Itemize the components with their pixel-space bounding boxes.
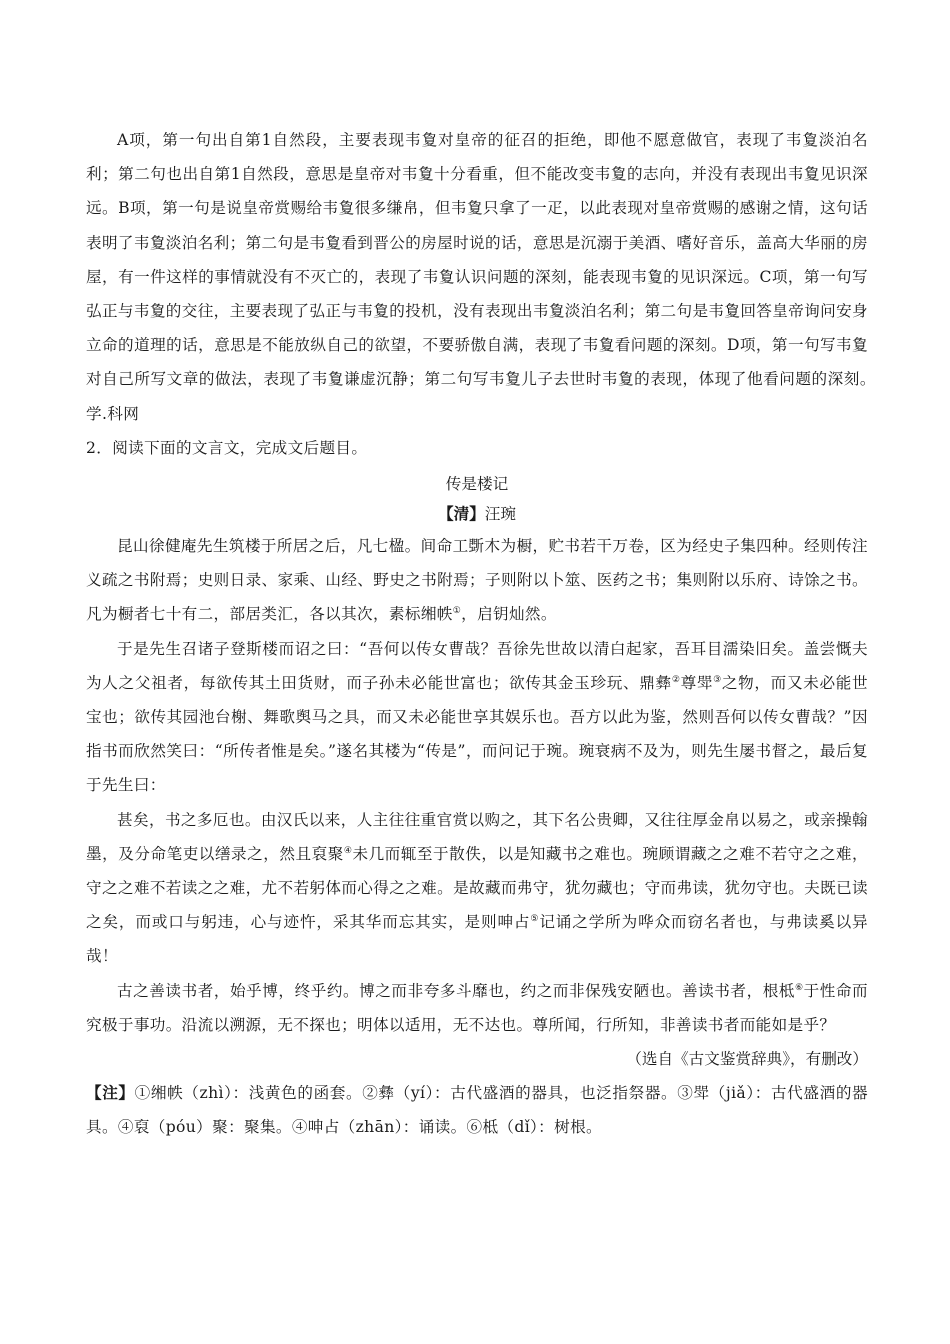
paragraph-text: 记诵之学所为哗众而窃名者也，与弗读奚以异哉！ [86, 913, 868, 966]
article-paragraph-2 [86, 632, 868, 803]
note-mark-1: ① [452, 606, 462, 617]
article-source: （选自《古文鉴赏辞典》，有删改） [626, 1050, 868, 1069]
notes-text: ①缃帙（zhì）：浅黄色的函套。②彝（yí）：古代盛酒的器具，也泛指祭器。③斝（jiǎ）：古代盛酒的器具。④裒（póu）聚：聚集。④呻占（zhān）：诵读。⑥柢（dǐ）：树根。 [86, 1084, 868, 1137]
article-dynasty: 【清】 [438, 504, 485, 524]
note-mark-3: ③ [713, 674, 722, 685]
paragraph-text: 昆山徐健庵先生筑楼于所居之后，凡七楹。间命工斲木为橱，贮书若干万卷，区为经史子集四种。经则传注义疏之书附焉；史则日录、家乘、山经、野史之书附焉；子则附以卜筮、医药之书；集则附以乐府、诗馀之书。凡为橱者七十有二，部居类汇，各以其次，素标缃帙 [86, 537, 868, 624]
article-paragraph-1 [86, 529, 868, 632]
annotation-notes [86, 1076, 868, 1144]
question-heading: 2．阅读下面的文言文，完成文后题目。 [86, 438, 368, 457]
article-paragraph-3 [86, 803, 868, 974]
paragraph-text: 于是先生召诸子登斯楼而诏之曰：“吾何以传女曹哉？吾徐先世故以清白起家，吾耳目濡染旧矣。盖尝慨夫为人之父祖者，每欲传其土田货财，而子孙未必能世富也；欲传其金玉珍玩、鼎彝 [86, 639, 868, 692]
article-paragraph-4 [86, 974, 868, 1042]
note-mark-4: ④ [343, 845, 353, 856]
paragraph-text: 尊斝 [680, 673, 714, 692]
article-byline [86, 499, 868, 529]
article-title: 传是楼记 [445, 475, 509, 494]
document-page [86, 123, 868, 1144]
watermark-text: 学.科网 [86, 404, 140, 423]
note-mark-6: ⑥ [795, 982, 804, 993]
paragraph-text: 之物，而又未必能世宝也；欲传其园池台榭、舞歌舆马之具，而又未必能世享其娱乐也。吾方以此为鉴，然则吾何以传女曹哉？”因指书而欣然笑曰：“所传者惟是矣。”遂名其楼为“传是”，而问记于琬。琬衰病不及为，则先生屡书督之，最后复于先生曰： [86, 673, 868, 795]
note-mark-2: ② [671, 674, 681, 685]
paragraph-text: 古之善读书者，始乎博，终乎约。博之而非夸多斗靡也，约之而非保残安陋也。善读书者，根柢 [117, 981, 795, 1000]
notes-label: 【注】 [86, 1083, 135, 1103]
answer-explanation [86, 123, 868, 431]
article-author: 汪琬 [484, 505, 516, 524]
paragraph-text: ，启钥灿然。 [461, 605, 557, 624]
paragraph-text: 甚矣，书之多厄也。由汉氏以来，人主往往重官赏以购之，其下名公贵卿，又往往厚金帛以易之，或亲操翰墨，及分命笔吏以缮录之，然且裒聚 [86, 810, 868, 863]
note-mark-5: ⑤ [530, 914, 540, 925]
paragraph-text: 于性命而究极于事功。沿流以溯源，无不探也；明体以适用，无不达也。尊所闻，行所知，非善读书者而能如是乎？ [86, 981, 868, 1034]
paragraph-text: 未几而辄至于散佚，以是知藏书之难也。琬顾谓藏之之难不若守之之难，守之之难不若读之之难，尤不若躬体而心得之之难。是故藏而弗守，犹勿藏也；守而弗读，犹勿守也。夫既已读之矣，而或口与躬违，心与迹忤，采其华而忘其实，是则呻占 [86, 844, 868, 932]
answer-explanation-text: A项，第一句出自第1自然段，主要表现韦夐对皇帝的征召的拒绝，即他不愿意做官，表现了韦夐淡泊名利；第二句也出自第1自然段，意思是皇帝对韦夐十分看重，但不能改变韦夐的志向，并没有表现出韦夐见识深远。B项，第一句是说皇帝赏赐给韦夐很多缣帛，但韦夐只拿了一疋，以此表现对皇帝赏赐的感谢之情，这句话表明了韦夐淡泊名利；第二句是韦夐看到晋公的房屋时说的话，意思是沉溺于美酒、嗜好音乐，盖高大华丽的房屋，有一件这样的事情就没有不灭亡的，表现了韦夐认识问题的深刻，能表现韦夐的见识深远。C项，第一句写弘正与韦夐的交往，主要表现了弘正与韦夐的投机，没有表现出韦夐淡泊名利；第二句是韦夐回答皇帝询问安身立命的道理的话，意思是不能放纵自己的欲望，不要骄傲自满，表现了韦夐看问题的深刻。D项，第一句写韦夐对自己所写文章的做法，表现了韦夐谦虚沉静；第二句写韦夐儿子去世时韦夐的表现，体现了他看问题的深刻。 [86, 131, 868, 389]
